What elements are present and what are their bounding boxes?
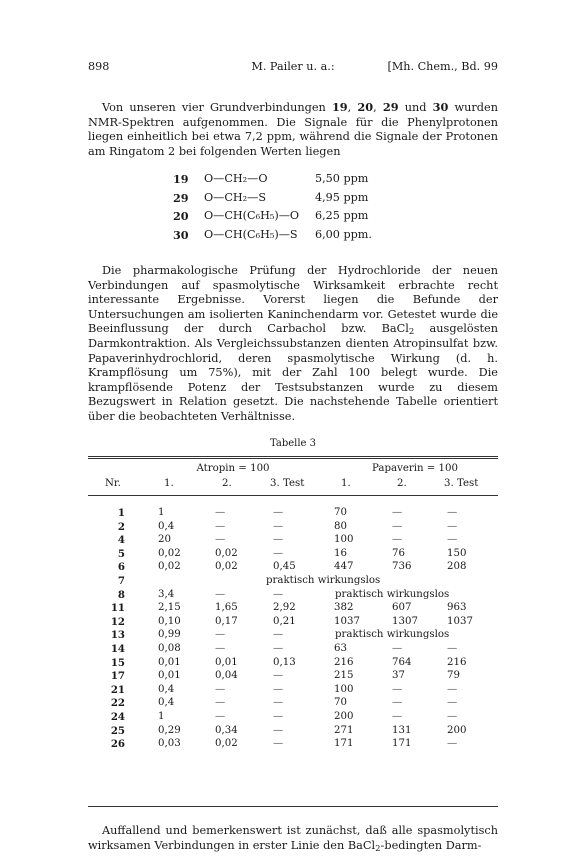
compound-ref-20: 20 [357, 100, 374, 114]
atropin-value-cell: — [273, 520, 284, 532]
papaverin-value-cell: 200 [334, 710, 354, 722]
compound-number-cell: 26 [110, 738, 125, 751]
papaverin-value-cell: — [392, 520, 403, 532]
header-atropin-3: 3. Test [270, 478, 305, 489]
atropin-value-cell: — [273, 588, 284, 600]
atropin-value-cell: 0,04 [215, 670, 238, 682]
atropin-value-cell: 0,01 [158, 670, 181, 682]
papaverin-value-cell: — [392, 683, 403, 695]
table-bottom-rule [88, 806, 498, 807]
pharma-text-b: ausgelösten Darmkontraktion. Als Vergleichssubstanzen dienten Atropinsulfat bzw. Papaverinhydrochlorid, deren spasmolytische Wirkung (d. h. Krampflösung um 75%), mit der Zahl 100 belegt wurde. Die krampflösende Potenz der Testsubstanzen wurde zu diesem Bezugswert in Relation gesetzt. Die nachstehende Tabelle orientiert über die beobachteten Verhältnisse. [88, 322, 498, 423]
compound-ref-30: 30 [432, 100, 449, 114]
atropin-value-cell: 0,02 [158, 561, 181, 573]
papaverin-value-cell: 79 [447, 670, 460, 682]
atropin-value-cell: 0,01 [215, 656, 238, 668]
atropin-value-cell: 0,02 [215, 738, 238, 750]
compound-number-cell: 24 [110, 710, 125, 723]
pharma-subscript: 2 [408, 326, 415, 337]
table-row [0, 738, 576, 752]
table-row [0, 657, 576, 671]
atropin-value-cell: — [273, 507, 284, 518]
closing-subscript: 2 [375, 842, 381, 853]
header-papaverin-1: 1. [341, 478, 351, 489]
nmr-shift-list [173, 172, 433, 246]
page-header [88, 60, 498, 76]
papaverin-value-cell: — [392, 697, 403, 709]
atropin-value-cell: — [215, 629, 226, 641]
compound-number-cell: 4 [117, 534, 125, 547]
intro-sep1: , [347, 101, 358, 114]
atropin-value-cell: — [215, 697, 226, 709]
papaverin-value-cell: 215 [334, 670, 354, 682]
nmr-group: O—CH(C₆H₅)—O [204, 209, 300, 222]
atropin-value-cell: — [273, 724, 284, 736]
atropin-value-cell: — [273, 697, 284, 709]
atropin-value-cell: 2,15 [158, 602, 181, 614]
compound-number-cell: 1 [117, 507, 125, 519]
table-caption: Tabelle 3 [269, 438, 317, 449]
atropin-value-cell: 0,13 [273, 656, 296, 668]
group-header-papaverin: Papaverin = 100 [372, 463, 458, 474]
nmr-row [173, 228, 433, 247]
table-top-rule-double [88, 458, 498, 459]
papaverin-value-cell: 1037 [334, 615, 360, 627]
header-nr: Nr. [105, 478, 121, 489]
papaverin-value-cell: 271 [334, 724, 354, 736]
table-top-rule [88, 456, 498, 457]
papaverin-value-cell: 80 [334, 520, 347, 532]
atropin-value-cell: — [273, 534, 284, 546]
papaverin-value-cell: 70 [334, 697, 347, 709]
papaverin-value-cell: — [392, 534, 403, 546]
atropin-value-cell: 0,01 [158, 656, 181, 668]
papaverin-value-cell: — [447, 642, 458, 654]
table-body [0, 507, 576, 752]
atropin-value-cell: 0,29 [158, 724, 181, 736]
table-header-row [0, 478, 576, 492]
papaverin-value-cell: 37 [392, 670, 405, 682]
nmr-group: O—CH(C₆H₅)—S [204, 227, 298, 241]
papaverin-value-cell: 963 [447, 602, 467, 614]
atropin-value-cell: 0,08 [158, 642, 181, 654]
papaverin-value-cell: 16 [334, 547, 347, 559]
atropin-value-cell: 0,4 [158, 683, 175, 695]
compound-number-cell: 6 [117, 561, 125, 574]
papaverin-value-cell: 736 [392, 561, 412, 573]
nmr-group: O—CH₂—S [204, 190, 267, 204]
nmr-shift: 5,50 ppm [315, 172, 369, 185]
atropin-value-cell: 0,02 [215, 561, 238, 573]
papaverin-value-cell: 208 [447, 561, 467, 573]
papaverin-value-cell: — [447, 738, 458, 750]
nmr-compound-number: 19 [173, 172, 189, 186]
papaverin-value-cell: — [392, 507, 403, 518]
atropin-value-cell: 0,02 [215, 547, 238, 559]
atropin-value-cell: — [273, 547, 284, 559]
papaverin-value-cell: — [447, 534, 458, 546]
closing-text-b: -bedingten Darm- [380, 838, 482, 852]
atropin-value-cell: 0,99 [158, 629, 181, 641]
table-row [0, 589, 576, 603]
atropin-value-cell: 0,21 [273, 615, 296, 627]
compound-number-cell: 11 [110, 602, 125, 615]
group-header-atropin: Atropin = 100 [196, 463, 270, 474]
compound-number-cell: 5 [117, 547, 125, 560]
atropin-value-cell: — [215, 588, 226, 600]
intro-sep3: und [398, 101, 433, 114]
table-row [0, 697, 576, 711]
papaverin-value-cell: 171 [392, 738, 412, 750]
papaverin-value-cell: 100 [334, 534, 354, 546]
remark-cell: praktisch wirkungslos [335, 629, 450, 641]
atropin-value-cell: 1 [158, 507, 165, 518]
table-row [0, 711, 576, 725]
running-authors: M. Pailer u. a.: [251, 60, 335, 73]
table-row [0, 575, 576, 589]
papaverin-value-cell: 131 [392, 724, 412, 736]
atropin-value-cell: 0,45 [273, 561, 296, 573]
header-atropin-1: 1. [164, 478, 174, 489]
compound-number-cell: 14 [110, 642, 125, 655]
papaverin-value-cell: — [447, 697, 458, 709]
atropin-value-cell: — [273, 670, 284, 682]
atropin-value-cell: 1,65 [215, 602, 238, 614]
nmr-compound-number: 20 [173, 209, 189, 223]
compound-number-cell: 12 [110, 615, 125, 628]
papaverin-value-cell: 100 [334, 683, 354, 695]
table-row [0, 507, 576, 521]
papaverin-value-cell: 607 [392, 602, 412, 614]
papaverin-value-cell: — [447, 710, 458, 722]
table-row [0, 629, 576, 643]
papaverin-value-cell: 171 [334, 738, 354, 750]
nmr-compound-number: 30 [173, 227, 189, 242]
remark-cell: praktisch wirkungslos [266, 574, 381, 586]
compound-ref-19: 19 [331, 100, 348, 114]
table-row [0, 616, 576, 630]
papaverin-value-cell: — [447, 683, 458, 695]
pharmacology-paragraph [88, 264, 498, 425]
page-number: 898 [88, 60, 110, 73]
compound-number-cell: 7 [117, 574, 125, 587]
atropin-value-cell: — [215, 520, 226, 532]
table-row [0, 643, 576, 657]
atropin-value-cell: 2,92 [273, 602, 296, 614]
closing-paragraph [88, 824, 498, 853]
atropin-value-cell: 0,02 [158, 547, 181, 559]
papaverin-value-cell: 1307 [392, 615, 418, 627]
table-row [0, 548, 576, 562]
papaverin-value-cell: 382 [334, 602, 354, 614]
papaverin-value-cell: — [392, 642, 403, 654]
atropin-value-cell: — [215, 710, 226, 722]
atropin-value-cell: — [273, 738, 284, 750]
compound-number-cell: 8 [117, 588, 125, 601]
compound-number-cell: 21 [110, 683, 125, 696]
papaverin-value-cell: 76 [392, 547, 405, 559]
atropin-value-cell: 0,03 [158, 738, 181, 750]
running-journal: [Mh. Chem., Bd. 99 [387, 60, 498, 73]
table-row [0, 534, 576, 548]
atropin-value-cell: — [273, 629, 284, 641]
intro-text-a: Von unseren vier Grundverbindungen [102, 101, 332, 114]
papaverin-value-cell: 447 [334, 561, 354, 573]
pharma-text-a: Die pharmakologische Prüfung der Hydrochloride der neuen Verbindungen auf spasmolytische Wirksamkeit erbrachte recht interessante Ergebnisse. Vorerst liegen die Befunde der Untersuchungen am isolierten Kaninchendarm vor. Getestet wurde die Beeinflussung der durch Carbachol bzw. BaCl [88, 264, 498, 336]
nmr-compound-number: 29 [173, 190, 189, 205]
compound-ref-29: 29 [382, 100, 399, 114]
compound-number-cell: 22 [110, 697, 125, 710]
nmr-row [173, 209, 433, 228]
compound-number-cell: 15 [110, 656, 125, 669]
papaverin-value-cell: 200 [447, 724, 467, 736]
nmr-shift: 6,25 ppm [315, 209, 369, 222]
atropin-value-cell: 1 [158, 710, 165, 722]
papaverin-value-cell: — [447, 507, 458, 518]
table-row [0, 602, 576, 616]
header-papaverin-3: 3. Test [444, 478, 479, 489]
table-header-rule [88, 495, 498, 496]
atropin-value-cell: — [273, 642, 284, 654]
table-row [0, 725, 576, 739]
nmr-shift: 6,00 ppm. [315, 227, 372, 241]
nmr-intro-paragraph [88, 100, 498, 159]
compound-number-cell: 2 [117, 520, 125, 533]
table-row [0, 684, 576, 698]
atropin-value-cell: 0,34 [215, 724, 238, 736]
atropin-value-cell: 0,4 [158, 520, 175, 532]
atropin-value-cell: — [273, 710, 284, 722]
atropin-value-cell: 3,4 [158, 588, 175, 600]
atropin-value-cell: — [215, 507, 226, 518]
atropin-value-cell: 0,4 [158, 697, 175, 709]
remark-cell: praktisch wirkungslos [335, 588, 450, 600]
nmr-group: O—CH₂—O [204, 172, 268, 185]
closing-text-a: Auffallend und bemerkenswert ist zunächst, daß alle spasmolytisch wirksamen Verbindungen in erster Linie den BaCl [88, 824, 498, 852]
table-row [0, 521, 576, 535]
atropin-value-cell: 20 [158, 534, 171, 546]
papaverin-value-cell: — [447, 520, 458, 532]
header-papaverin-2: 2. [397, 478, 407, 489]
nmr-row [173, 172, 433, 191]
compound-number-cell: 17 [110, 670, 125, 683]
atropin-value-cell: — [215, 642, 226, 654]
compound-number-cell: 25 [110, 724, 125, 737]
atropin-value-cell: — [215, 683, 226, 695]
atropin-value-cell: — [215, 534, 226, 546]
table-row [0, 561, 576, 575]
header-atropin-2: 2. [222, 478, 232, 489]
papaverin-value-cell: 1037 [447, 615, 473, 627]
nmr-shift: 4,95 ppm [315, 190, 369, 204]
atropin-value-cell: — [273, 683, 284, 695]
papaverin-value-cell: 764 [392, 656, 412, 668]
papaverin-value-cell: 150 [447, 547, 467, 559]
papaverin-value-cell: 216 [334, 656, 354, 668]
nmr-row [173, 191, 433, 210]
atropin-value-cell: 0,10 [158, 615, 181, 627]
intro-sep2: , [373, 101, 383, 114]
atropin-value-cell: 0,17 [215, 615, 238, 627]
papaverin-value-cell: — [392, 710, 403, 722]
table-row [0, 670, 576, 684]
papaverin-value-cell: 216 [447, 656, 467, 668]
papaverin-value-cell: 63 [334, 642, 347, 654]
papaverin-value-cell: 70 [334, 507, 347, 518]
intro-text-b: wurden NMR-Spektren aufgenommen. Die Signale für die Phenylprotonen liegen einheitlich bei etwa 7,2 ppm, während die Signale der Protonen am Ringatom 2 bei folgenden Werten liegen [88, 101, 499, 158]
compound-number-cell: 13 [110, 629, 125, 642]
